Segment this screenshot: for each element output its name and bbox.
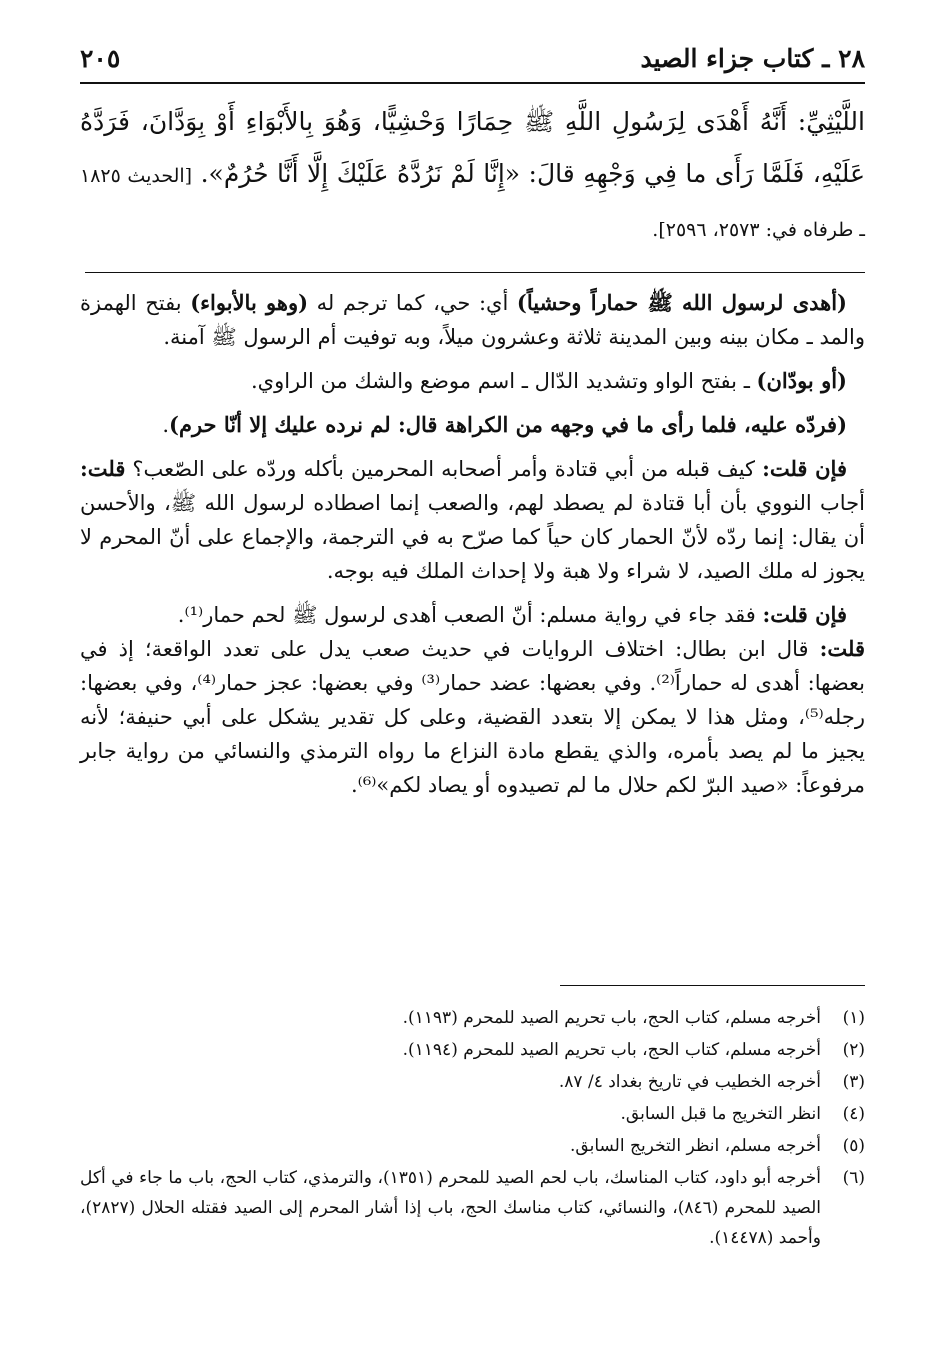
commentary-lemma: (فردّه عليه، فلما رأى ما في وجهه من الكراهة قال: لم نرده عليك إلا أنّا حرم): [169, 412, 847, 437]
hadith-reference: [الحديث ١٨٢٥ ـ طرفاه في: ٢٥٧٣، ٢٥٩٦].: [80, 165, 865, 241]
commentary-text: كيف قبله من أبي قتادة وأمر أصحابه المحرمين بأكله وردّه على الصّعب؟: [125, 457, 763, 481]
footnote: [80, 1163, 865, 1253]
commentary-text: بفتح الهمزة والمد ـ مكان بينه وبين المدينة ثلاثة وعشرون ميلاً، وبه توفيت أم الرسول ﷺ آمنة.: [80, 291, 865, 349]
section-divider: [85, 272, 865, 273]
footnote-text: أخرجه أبو داود، كتاب المناسك، باب لحم الصيد للمحرم (١٣٥١)، والترمذي، كتاب الحج، باب ما جاء في أكل الصيد للمحرم (٨٤٦)، والنسائي، كتاب مناسك الحج، باب إذا أشار المحرم إلى الصيد فقتله الحلال (٢٨٢٧)، وأحمد (١٤٤٧٨).: [80, 1168, 821, 1248]
commentary-paragraph: [80, 632, 865, 802]
footnote-number: (٥): [842, 1136, 865, 1156]
commentary-block: [80, 286, 865, 812]
commentary-paragraph: [80, 452, 865, 588]
page-number: ٢٠٥: [80, 44, 121, 73]
commentary-text: أي: حي، كما ترجم له: [308, 291, 517, 315]
footnote-divider: [560, 985, 865, 986]
commentary-lemma: (أو بودّان): [756, 368, 847, 393]
footnote: [80, 1003, 865, 1033]
footnote-number: (٣): [842, 1072, 865, 1092]
footnote-text: أخرجه مسلم، كتاب الحج، باب تحريم الصيد للمحرم (١١٩٤).: [402, 1040, 821, 1060]
footnote-text: أخرجه مسلم، كتاب الحج، باب تحريم الصيد للمحرم (١١٩٣).: [402, 1008, 821, 1028]
question-marker: فإن قلت:: [762, 456, 847, 481]
question-marker: فإن قلت:: [762, 602, 847, 627]
answer-marker: قلت:: [80, 456, 126, 481]
commentary-text: فقد جاء في رواية مسلم: أنّ الصعب أهدى لرسول ﷺ لحم حمار⁽¹⁾.: [177, 603, 763, 627]
running-title: ٢٨ ـ كتاب جزاء الصيد: [640, 44, 865, 73]
footnote: [80, 1099, 865, 1129]
footnote-text: أخرجه مسلم، انظر التخريج السابق.: [570, 1136, 821, 1156]
running-header: [80, 40, 865, 80]
commentary-text: .: [162, 413, 170, 437]
footnote-number: (٦): [842, 1168, 865, 1188]
commentary-text: قال ابن بطال: اختلاف الروايات في حديث صعب يدل على تعدد الواقعة؛ إذ في بعضها: أهدى له حماراً⁽²⁾. وفي بعضها: عضد حمار⁽³⁾ وفي بعضها: عجز حمار⁽⁴⁾، وفي بعضها: رجله⁽⁵⁾، ومثل هذا لا يمكن إلا بتعدد القضية، وعلى كل تقدير يشكل على أبي حنيفة؛ لأنه يجيز ما لم يصد بأمره، والذي يقطع مادة النزاع ما رواه الترمذي والنسائي من رواية جابر مرفوعاً: «صيد البرّ لكم حلال ما لم تصيدوه أو يصاد لكم»⁽⁶⁾.: [80, 637, 866, 797]
commentary-text: أجاب النووي بأن أبا قتادة لم يصطد لهم، والصعب إنما اصطاده لرسول الله ﷺ، والأحسن أن يقال: إنما ردّه لأنّ الحمار كان حياً كما صرّح به في الترجمة، والإجماع على أنّ المحرم لا يجوز له ملك الصيد، لا شراء ولا هبة ولا إحداث الملك فيه بوجه.: [80, 491, 865, 583]
commentary-text: ـ بفتح الواو وتشديد الدّال ـ اسم موضع والشك من الراوي.: [250, 369, 757, 393]
hadith-text-block: [80, 96, 865, 256]
footnote-text: أخرجه الخطيب في تاريخ بغداد ٤/ ٨٧.: [558, 1072, 821, 1092]
answer-marker: قلت:: [819, 636, 865, 661]
commentary-lemma: (أهدى لرسول الله ﷺ حماراً وحشياً): [516, 290, 847, 315]
commentary-paragraph: [80, 408, 865, 442]
footnote-number: (٢): [842, 1040, 865, 1060]
footnote-number: (١): [842, 1008, 865, 1028]
footnote: [80, 1035, 865, 1065]
footnote: [80, 1131, 865, 1161]
header-divider: [80, 82, 865, 84]
commentary-paragraph: [80, 598, 865, 632]
commentary-lemma: (وهو بالأبواء): [190, 290, 309, 315]
footnote: [80, 1067, 865, 1097]
footnote-number: (٤): [842, 1104, 865, 1124]
footnote-text: انظر التخريج ما قبل السابق.: [620, 1104, 821, 1124]
footnotes: [80, 1003, 865, 1255]
commentary-paragraph: [80, 286, 865, 354]
commentary-paragraph: [80, 364, 865, 398]
hadith-text: اللَّيْثِيِّ: أَنَّهُ أَهْدَى لِرَسُولِ اللَّهِ ﷺ حِمَارًا وَحْشِيًّا، وَهُوَ بِالأَبْوَاءِ أَوْ بِوَدَّانَ، فَرَدَّهُ عَلَيْهِ، فَلَمَّا رَأَى ما فِي وَجْهِهِ قالَ: «إِنَّا لَمْ نَرُدَّهُ عَلَيْكَ إِلَّا أَنَّا حُرُمٌ».: [80, 107, 865, 188]
